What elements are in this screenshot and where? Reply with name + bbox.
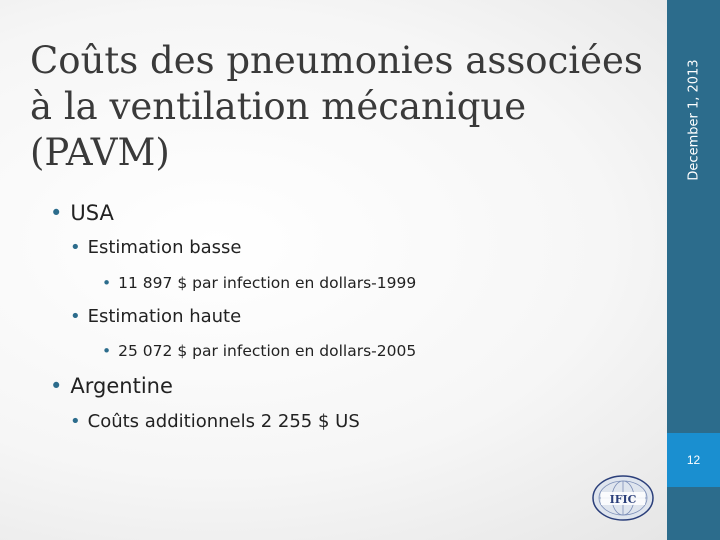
page-number-box — [667, 433, 720, 487]
bullet-icon: • — [50, 374, 63, 398]
slide-title: Coûts des pneumonies associées à la ventilation mécanique (PAVM) — [30, 39, 643, 174]
bullet-icon: • — [102, 274, 112, 292]
bullet-icon: • — [102, 342, 112, 360]
bullet-text: Estimation haute — [87, 306, 242, 327]
bullet-level-1 — [50, 374, 173, 398]
ific-logo-icon — [590, 474, 656, 522]
bullet-icon: • — [70, 411, 81, 432]
bullet-level-1 — [50, 201, 114, 225]
bullet-text: 11 897 $ par infection en dollars-1999 — [118, 274, 417, 292]
bullet-level-2 — [70, 411, 360, 432]
slide-date: December 1, 2013 — [686, 59, 702, 181]
bullet-level-2 — [70, 237, 242, 258]
page-number: 12 — [686, 453, 701, 467]
bullet-icon: • — [50, 201, 63, 225]
bullet-level-2 — [70, 306, 241, 327]
bullet-text: Estimation basse — [87, 237, 242, 258]
bullet-level-3 — [102, 274, 416, 292]
bullet-text: Argentine — [70, 374, 173, 398]
bullet-level-3 — [102, 342, 416, 360]
bullet-text: 25 072 $ par infection en dollars-2005 — [118, 342, 417, 360]
logo-text: IFIC — [609, 493, 637, 506]
bullet-icon: • — [70, 306, 81, 327]
bullet-icon: • — [70, 237, 81, 258]
bullet-text: USA — [70, 201, 114, 225]
bullet-text: Coûts additionnels 2 255 $ US — [87, 411, 360, 432]
